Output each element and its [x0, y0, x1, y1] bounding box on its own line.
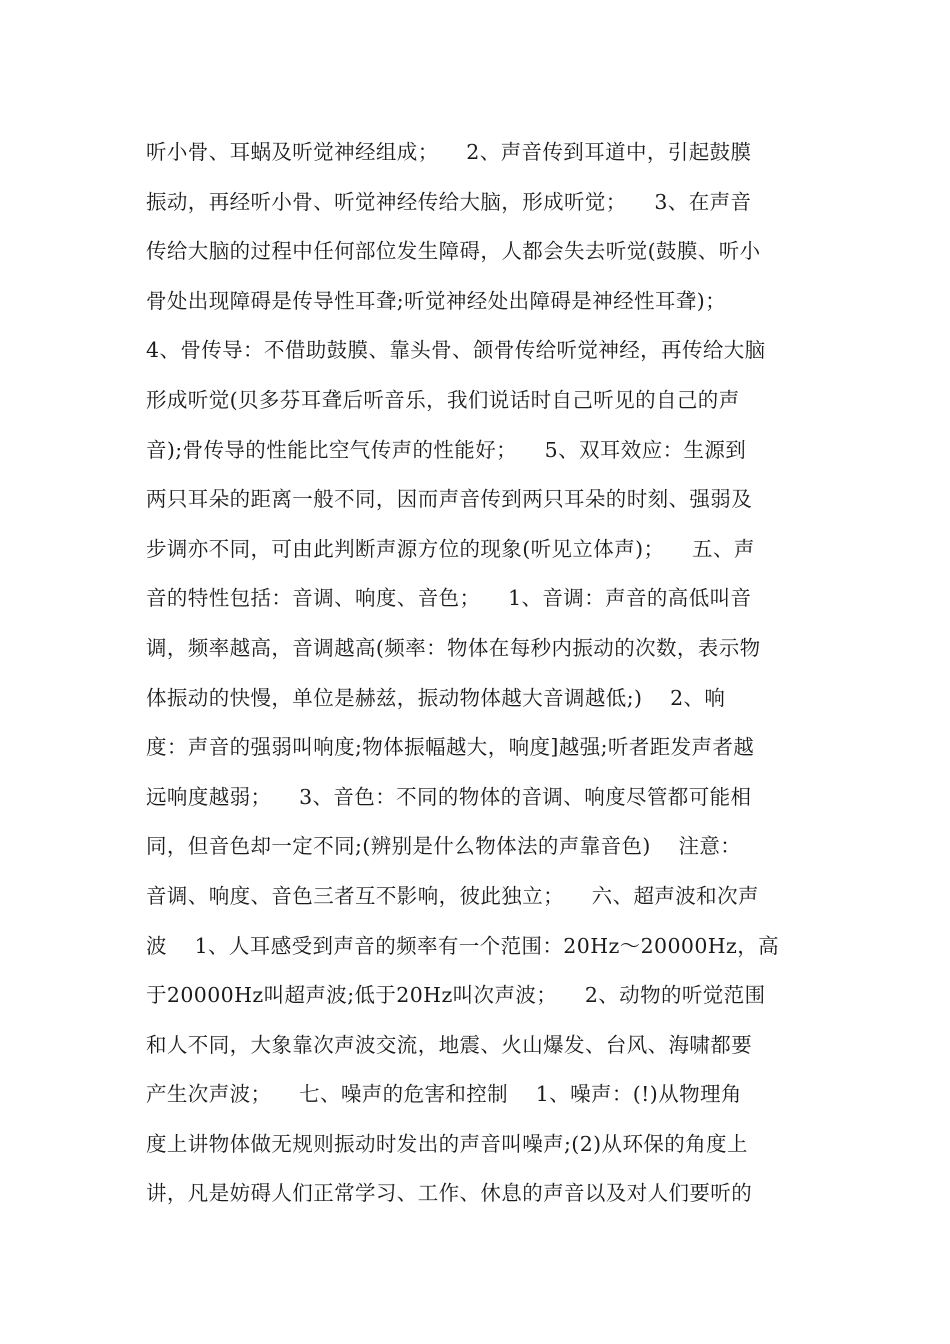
body-text: [146, 128, 826, 1219]
text-line: 形成听觉(贝多芬耳聋后听音乐，我们说话时自己听见的自己的声: [146, 387, 740, 412]
text-line: 度：声音的强弱叫响度;物体振幅越大，响度]越强;听者距发声者越: [146, 735, 755, 760]
text-line: 骨处出现障碍是传导性耳聋;听觉神经处出障碍是神经性耳聋)；: [146, 288, 727, 313]
text-line: 讲，凡是妨碍人们正常学习、工作、休息的声音以及对人们要听的: [146, 1181, 753, 1206]
text-line: 调，频率越高，音调越高(频率：物体在每秒内振动的次数，表示物: [146, 635, 761, 660]
text-line: 远响度越弱； 3、音色：不同的物体的音调、响度尽管都可能相: [146, 784, 752, 809]
text-line: 音调、响度、音色三者互不影响，彼此独立； 六、超声波和次声: [146, 883, 759, 908]
text-line: 波 1、人耳感受到声音的频率有一个范围：20Hz～20000Hz，高: [146, 933, 780, 958]
text-line: 产生次声波； 七、噪声的危害和控制 1、噪声：(!)从物理角: [146, 1082, 742, 1107]
text-line: 于20000Hz叫超声波;低于20Hz叫次声波； 2、动物的听觉范围: [146, 983, 766, 1008]
text-line: 步调亦不同，可由此判断声源方位的现象(听见立体声)； 五、声: [146, 536, 755, 561]
text-line: 听小骨、耳蜗及听觉神经组成； 2、声音传到耳道中，引起鼓膜: [146, 140, 752, 164]
text-line: 传给大脑的过程中任何部位发生障碍，人都会失去听觉(鼓膜、听小: [146, 239, 761, 264]
text-line: 振动，再经听小骨、听觉神经传给大脑，形成听觉； 3、在声音: [146, 189, 752, 214]
text-line: 4、骨传导：不借助鼓膜、靠头骨、颌骨传给听觉神经，再传给大脑: [146, 338, 766, 363]
text-line: 体振动的快慢，单位是赫兹，振动物体越大音调越低;) 2、响: [146, 685, 726, 710]
text-line: 度上讲物体做无规则振动时发出的声音叫噪声;(2)从环保的角度上: [146, 1131, 748, 1156]
text-line: 两只耳朵的距离一般不同，因而声音传到两只耳朵的时刻、强弱及: [146, 487, 753, 512]
text-line: 音的特性包括：音调、响度、音色； 1、音调：声音的高低叫音: [146, 586, 752, 611]
text-line: 音);骨传导的性能比空气传声的性能好； 5、双耳效应：生源到: [146, 437, 747, 462]
text-line: 和人不同，大象靠次声波交流，地震、火山爆发、台风、海啸都要: [146, 1032, 753, 1057]
text-line: 同，但音色却一定不同;(辨别是什么物体法的声靠音色) 注意：: [146, 834, 742, 859]
